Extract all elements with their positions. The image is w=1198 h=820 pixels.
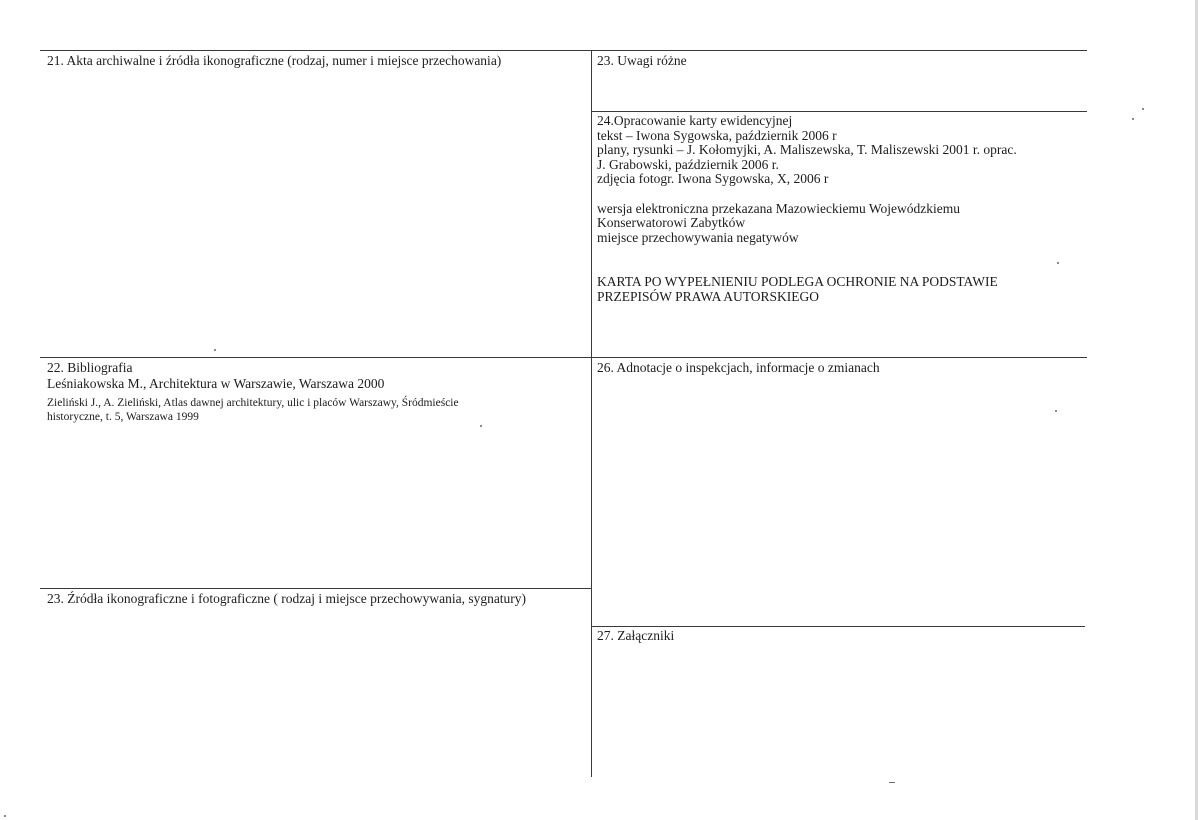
scan-speck (1055, 410, 1057, 412)
section-24-line: J. Grabowski, październik 2006 r. (597, 156, 779, 172)
rule-center (591, 50, 592, 777)
scan-speck (1142, 108, 1144, 110)
scan-speck (1132, 118, 1134, 120)
section-23-left-heading: 23. Źródła ikonograficzne i fotograficzne ( rodzaj i miejsce przechowywania, sygnatury) (47, 591, 527, 606)
rule-middle (40, 357, 1087, 358)
section-24-heading: 24.Opracowanie karty ewidencyjnej (597, 113, 793, 128)
section-23-right-heading: 23. Uwagi różne (597, 53, 687, 68)
section-27-heading: 27. Załączniki (597, 628, 675, 643)
rule-left-23 (40, 588, 591, 589)
electronic-version-line: miejsce przechowywania negatywów (597, 229, 799, 245)
scan-speck (4, 815, 6, 817)
section-21-heading: 21. Akta archiwalne i źródła ikonograficzne (rodzaj, numer i miejsce przechowania) (47, 53, 502, 68)
copyright-notice-line: PRZEPISÓW PRAWA AUTORSKIEGO (597, 288, 819, 304)
section-22-heading: 22. Bibliografia (47, 360, 133, 375)
bibliography-entry: Leśniakowska M., Architektura w Warszawie, Warszawa 2000 (47, 376, 385, 391)
electronic-version-line: Konserwatorowi Zabytków (597, 215, 746, 230)
bibliography-entry: Zieliński J., A. Zieliński, Atlas dawnej architektury, ulic i placów Warszawy, Śródmieście (47, 397, 459, 409)
rule-right-27 (592, 626, 1085, 627)
scan-speck (480, 425, 482, 427)
rule-right-24 (592, 111, 1087, 112)
scan-speck (214, 349, 216, 351)
section-24-block (597, 114, 1017, 304)
copyright-notice-line: KARTA PO WYPEŁNIENIU PODLEGA OCHRONIE NA PODSTAWIE (597, 274, 998, 289)
electronic-version-line: wersja elektroniczna przekazana Mazowieckiemu Wojewódzkiemu (597, 200, 960, 216)
scan-speck (889, 782, 895, 783)
section-26-heading: 26. Adnotacje o inspekcjach, informacje o zmianach (597, 360, 880, 375)
bibliography-entry: historyczne, t. 5, Warszawa 1999 (47, 411, 199, 423)
section-24-line: plany, rysunki – J. Kołomyjki, A. Maliszewska, T. Maliszewski 2001 r. oprac. (597, 142, 1017, 157)
rule-top (40, 50, 1087, 51)
section-24-line: tekst – Iwona Sygowska, październik 2006 r (597, 127, 837, 143)
scan-speck (1057, 262, 1059, 264)
section-24-line: zdjęcia fotogr. Iwona Sygowska, X, 2006 r (597, 171, 829, 186)
